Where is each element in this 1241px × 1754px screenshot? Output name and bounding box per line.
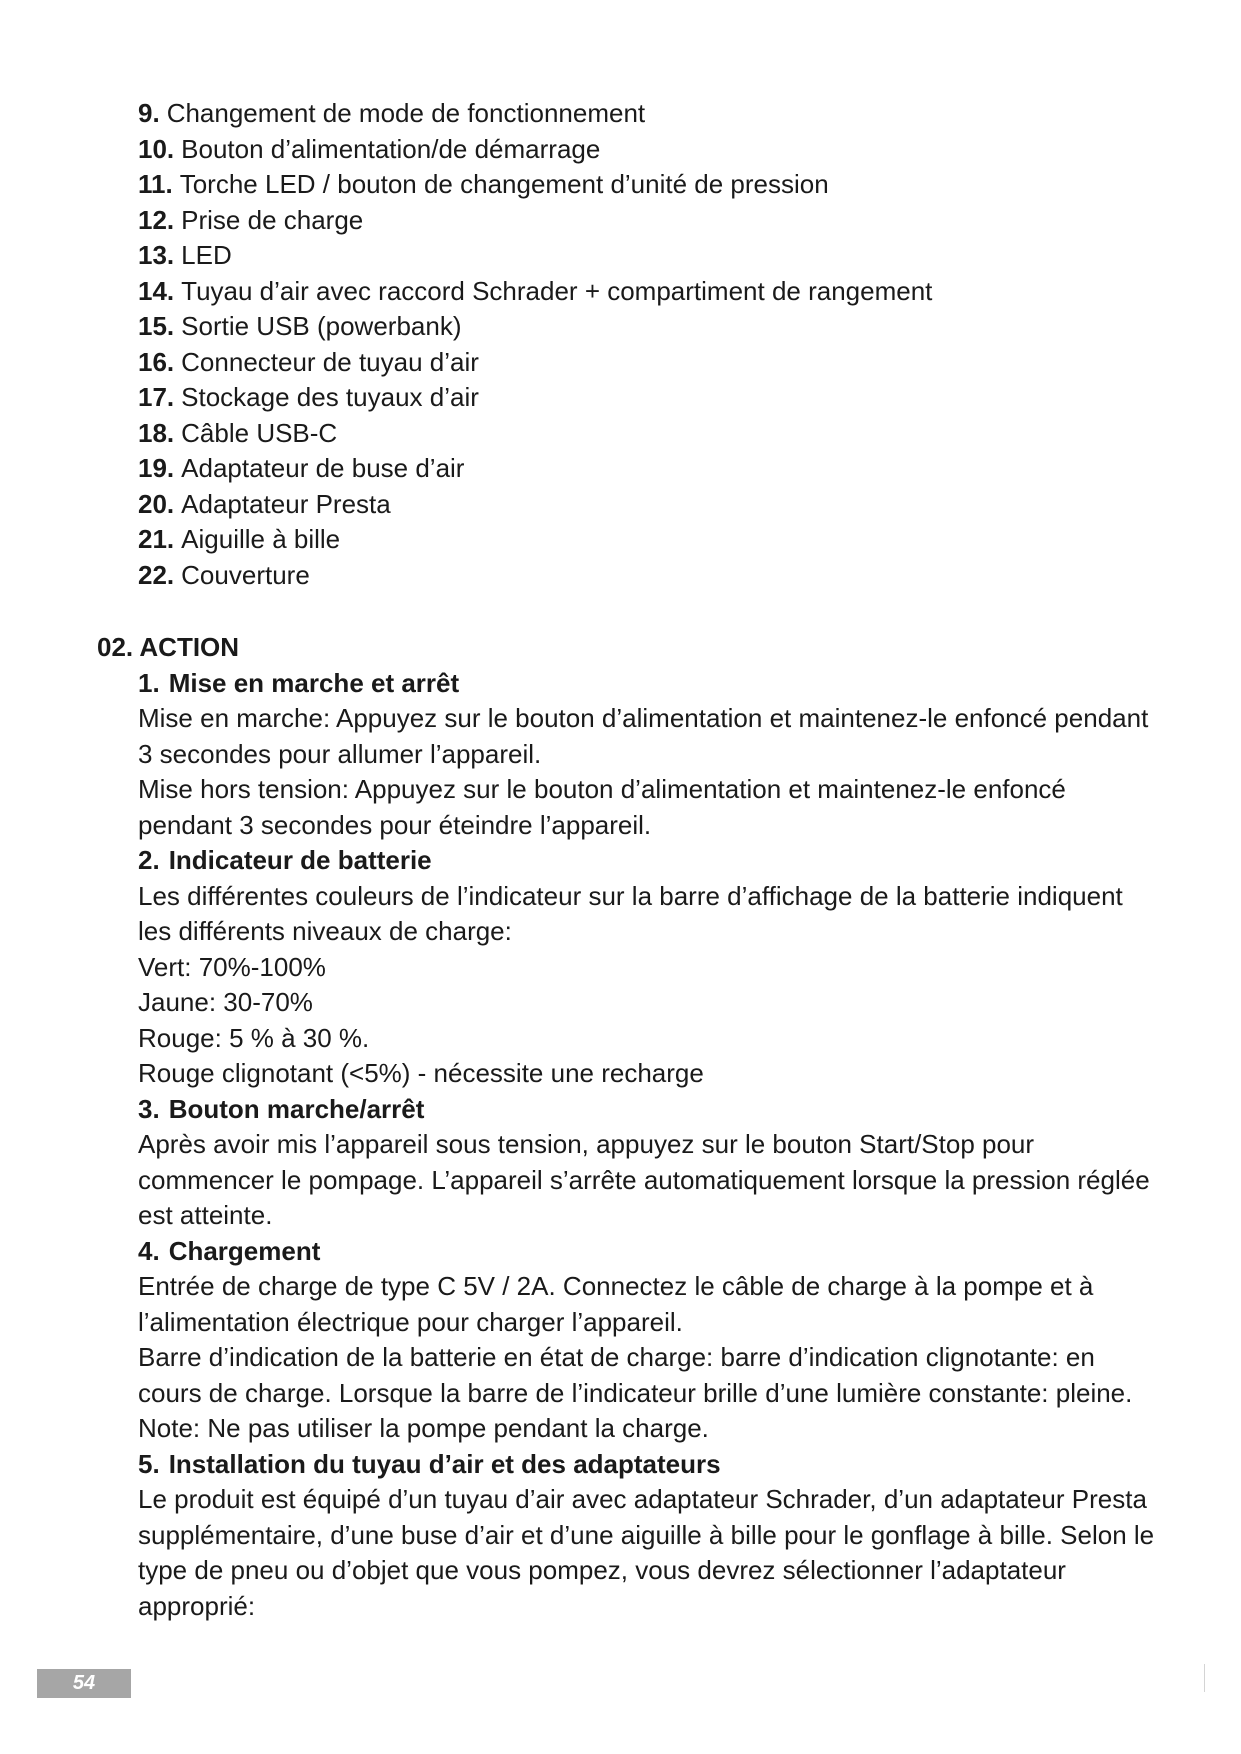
- page-edge-mark: [1204, 1664, 1205, 1692]
- list-item: [138, 380, 1138, 416]
- list-item-number: 18.: [138, 417, 175, 448]
- list-item-number: 22.: [138, 559, 175, 590]
- subsection-heading: Installation du tuyau d’air et des adaptateurs: [168, 1448, 721, 1479]
- paragraph: Mise en marche: Appuyez sur le bouton d’alimentation et maintenez-le enfoncé pendant 3 secondes pour allumer l’appareil.: [138, 703, 1149, 769]
- subsection: [138, 1092, 1157, 1234]
- list-item-text: Adaptateur Presta: [181, 488, 391, 519]
- paragraph: Jaune: 30-70%: [138, 987, 313, 1017]
- subsection-number: 4.: [138, 1235, 160, 1266]
- subsection: [138, 843, 1157, 1092]
- list-item-text: Tuyau d’air avec raccord Schrader + compartiment de rangement: [181, 275, 933, 306]
- subsection-number: 5.: [138, 1448, 160, 1479]
- subsection-number: 1.: [138, 667, 160, 698]
- list-item: [138, 274, 1138, 310]
- list-item-number: 20.: [138, 488, 175, 519]
- list-item: [138, 451, 1138, 487]
- list-item-text: LED: [181, 240, 232, 270]
- subsection-title: [138, 666, 1157, 702]
- list-item-number: 19.: [138, 453, 175, 483]
- subsection-number: 3.: [138, 1093, 160, 1124]
- subsection-title: [138, 843, 1157, 879]
- section-title: 02. ACTION: [97, 632, 240, 662]
- paragraph: Entrée de charge de type C 5V / 2A. Connectez le câble de charge à la pompe et à l’alimentation électrique pour charger l’appareil.: [138, 1271, 1094, 1337]
- list-item: [138, 558, 1138, 594]
- paragraph: Barre d’indication de la batterie en état de charge: barre d’indication clignotante: en cours de charge. Lorsque la barre de l’indicateur brille d’une lumière constante: pleine.: [138, 1342, 1133, 1408]
- paragraph: Vert: 70%-100%: [138, 951, 326, 982]
- subsection: [138, 1234, 1157, 1447]
- paragraph: Après avoir mis l’appareil sous tension, appuyez sur le bouton Start/Stop pour commencer le pompage. L’appareil s’arrête automatiquement lorsque la pression réglée est atteinte.: [138, 1129, 1150, 1230]
- list-item-number: 9.: [138, 98, 160, 128]
- list-item-text: Changement de mode de fonctionnement: [166, 98, 646, 128]
- paragraph: Mise hors tension: Appuyez sur le bouton d’alimentation et maintenez-le enfoncé pendant 3 secondes pour éteindre l’appareil.: [138, 774, 1066, 840]
- list-item-number: 13.: [138, 240, 175, 270]
- list-item-text: Aiguille à bille: [181, 524, 341, 554]
- list-item: [138, 203, 1138, 239]
- list-item-text: Câble USB-C: [181, 417, 338, 448]
- list-item-number: 14.: [138, 275, 175, 306]
- list-item: [138, 132, 1138, 168]
- paragraph: Rouge clignotant (<5%) - nécessite une recharge: [138, 1058, 704, 1088]
- subsection-title: [138, 1092, 1157, 1128]
- list-item-text: Sortie USB (powerbank): [181, 311, 462, 341]
- subsection: [138, 1447, 1157, 1625]
- list-item: [138, 345, 1138, 381]
- subsection-heading: Chargement: [168, 1235, 321, 1266]
- list-item-text: Connecteur de tuyau d’air: [181, 346, 479, 377]
- list-item-text: Stockage des tuyaux d’air: [181, 382, 479, 412]
- subsection-list: [97, 666, 1157, 1625]
- list-item: [138, 522, 1138, 558]
- list-item-number: 11.: [138, 169, 173, 199]
- list-item: [138, 96, 1138, 132]
- list-item-number: 16.: [138, 346, 175, 377]
- list-item: [138, 416, 1138, 452]
- subsection-title: [138, 1234, 1157, 1270]
- list-item-number: 21.: [138, 524, 175, 554]
- list-item-text: Couverture: [181, 559, 310, 590]
- list-item: [138, 238, 1138, 274]
- subsection-heading: Indicateur de batterie: [168, 845, 432, 875]
- list-item: [138, 309, 1138, 345]
- list-item-number: 17.: [138, 382, 175, 412]
- subsection-number: 2.: [138, 845, 160, 875]
- list-item: [138, 487, 1138, 523]
- subsection-heading: Mise en marche et arrêt: [168, 667, 460, 698]
- list-item-number: 10.: [138, 133, 175, 164]
- paragraph: Rouge: 5 % à 30 %.: [138, 1022, 370, 1053]
- list-item-text: Torche LED / bouton de changement d’unité de pression: [179, 169, 829, 199]
- list-item-text: Bouton d’alimentation/de démarrage: [181, 133, 601, 164]
- paragraph: Les différentes couleurs de l’indicateur sur la barre d’affichage de la batterie indiquent les différents niveaux de charge:: [138, 880, 1123, 946]
- parts-list: [138, 96, 1138, 593]
- subsection-title: [138, 1447, 1157, 1483]
- subsection: [138, 666, 1157, 844]
- paragraph: Note: Ne pas utiliser la pompe pendant la charge.: [138, 1413, 709, 1443]
- list-item-text: Adaptateur de buse d’air: [181, 453, 465, 483]
- subsection-heading: Bouton marche/arrêt: [168, 1093, 425, 1124]
- paragraph: Le produit est équipé d’un tuyau d’air avec adaptateur Schrader, d’un adaptateur Presta supplémentaire, d’une buse d’air et d’une aiguille à bille pour le gonflage à bille. Selon le type de pneu ou d’objet que vous pompez, vous devrez sélectionner l’adaptateur approprié:: [138, 1484, 1155, 1621]
- list-item-text: Prise de charge: [181, 204, 364, 235]
- page-number: 54: [37, 1669, 131, 1698]
- list-item-number: 15.: [138, 311, 175, 341]
- list-item: [138, 167, 1138, 203]
- list-item-number: 12.: [138, 204, 175, 235]
- action-section: [97, 630, 1157, 1624]
